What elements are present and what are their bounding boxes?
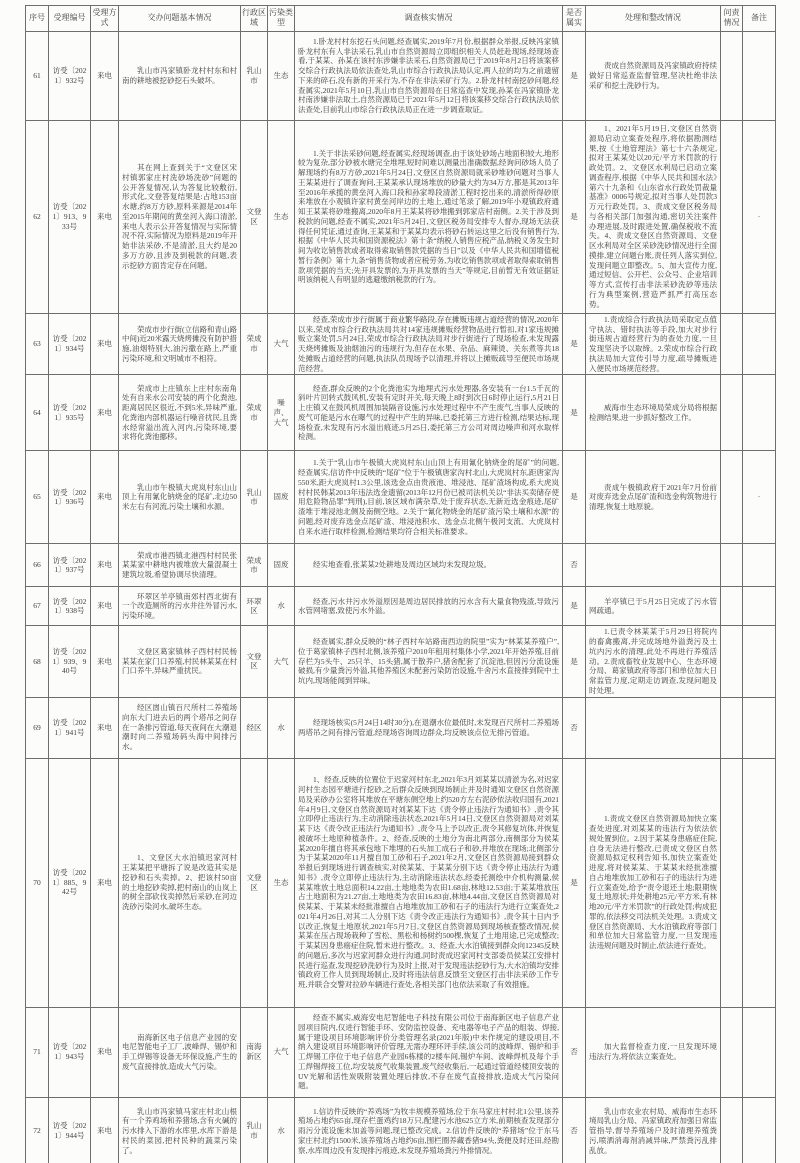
cell-verified: 否	[563, 1097, 586, 1163]
cell-case-no: 访受〔2021〕937号	[49, 544, 91, 587]
cell-accountability	[721, 375, 743, 451]
cell-case-no: 访受〔2021〕941号	[49, 697, 91, 758]
cell-problem: 荣成市港西镇北港西村村民张某某家中耕地内被堆放大量混凝土建筑垃圾,希望协调尽快清理。	[119, 544, 241, 587]
cell-handling: 1.已责令林某某于5月29日将院内的畜禽搬离,并完成场地外溢粪污及土坑内污水的清理,此处不再进行养殖活动。2.责成畜牧业发展中心、生态环境分局、葛家镇政府等部门和单位加大日常监管力度,定期走访调查,发现问题及时处理。	[586, 626, 721, 697]
cell-pollution: 水	[268, 1097, 295, 1163]
cell-method: 来电	[91, 697, 119, 758]
complaints-table	[25, 5, 776, 1163]
cell-case-no: 访受〔2021〕885、942号	[49, 758, 91, 1007]
cell-accountability	[721, 120, 743, 313]
cell-investigation: 经查,污水井污水外溢原因是周边居民排放的污水含有大量食物残渣,导致污水管网堵塞,致使污水外溢。	[295, 587, 563, 626]
cell-handling: 加大监督检查力度,一旦发现环境违法行为,将依法立案查处。	[586, 1007, 721, 1097]
cell-handling: 责成自然资源局及冯家镇政府持续做好日常巡查监督管理,坚决杜绝非法采矿和挖土洗砂行为。	[586, 31, 721, 120]
cell-pollution: 生态	[268, 758, 295, 1007]
cell-seq-no: 72	[26, 1097, 49, 1163]
cell-problem: 乳山市午极镇大虎岚村东山山顶上有用氰化钠烧金的尾矿,北边50米左右有河流,污染土壤和水源。	[119, 451, 241, 544]
cell-seq-no: 68	[26, 626, 49, 697]
table-row	[26, 587, 776, 626]
cell-remark	[743, 375, 776, 451]
cell-region: 文登区	[241, 626, 268, 697]
cell-case-no: 访受〔2021〕935号	[49, 375, 91, 451]
cell-handling: 1.责成文登区自然资源局加快立案查处进度,对刘某某的违法行为依法依规处置到位。2.因于某某身患癌症住院,自身无法进行整改,已责成文登区自然资源局拟定权利告知书,加快立案查处进度,将对侯某某、于某某未经批准擅自占地堆放加工砂和石子的违法行为进行立案查处,给予“责令退还土地;限期恢复土地原状;并处耕地25元/平方米,有林地20元/平方米罚款”的行政处罚;构成犯罪的,依法移交司法机关处理。3.责成文登区自然资源局、大水泊镇政府等部门和单位加大日常监管力度,一旦发现违法违规问题及时制止,依法进行查处。	[586, 758, 721, 1007]
cell-remark	[743, 544, 776, 587]
cell-case-no: 访受〔2021〕934号	[49, 313, 91, 375]
header-cell-5: 污染类型	[268, 6, 295, 32]
cell-problem: 乳山市冯家镇马家庄村北山根有一个养鸡场和养猪场,含有火碱的污水排入下游的水库里,水库下游是村民的菜园,把村民种的蔬菜污染了。	[119, 1097, 241, 1163]
header-cell-10: 备注	[743, 6, 776, 32]
header-row	[26, 6, 776, 32]
cell-region: 荣成市	[241, 313, 268, 375]
cell-pollution: 大气	[268, 1007, 295, 1097]
cell-method: 来电	[91, 1007, 119, 1097]
cell-case-no: 访受〔2021〕936号	[49, 451, 91, 544]
cell-region: 文登区	[241, 758, 268, 1007]
cell-accountability	[721, 451, 743, 544]
cell-seq-no: 70	[26, 758, 49, 1007]
cell-region: 荣成市	[241, 544, 268, 587]
header-cell-2: 受理方式	[91, 6, 119, 32]
cell-handling: 威海市生态环境局荣成分局将根据检测结果,进一步抓好整改工作。	[586, 375, 721, 451]
cell-accountability	[721, 626, 743, 697]
cell-pollution: 大气	[268, 313, 295, 375]
table-header	[26, 6, 776, 32]
header-cell-0: 序号	[26, 6, 49, 32]
cell-investigation: 1.信访件反映的“养鸡场”为牧丰规模养殖场,位于东马家庄村村北1公里,该养殖场占地约65亩,现存栏蛋鸡约18万只,配建污水池625立方米,前期核查发现部分雨污分流设施未加盖等问题,现已整改完成。2.信访件反映的“养猪场”位于东马家庄村北约1500米,该养殖场占地约6亩,围栏圈养藏香猪94头,粪便及时还田,经勘察,水库周边没有发现排污痕迹,未发现养殖场粪污外排情况。	[295, 1097, 563, 1163]
cell-handling	[586, 544, 721, 587]
cell-pollution: 生态	[268, 31, 295, 120]
cell-remark: ·	[743, 120, 776, 313]
cell-investigation: 1.卧龙村村东挖石头问题,经查属实,2019年7月份,根据群众举报,反映冯家镇卧龙村东有人非法采石,乳山市自然资源局立即组织相关人员赶赴现场,经现场查看,于某某、孙某在该村东涉嫌非法采石,自然资源局已于2019年8月2日将该案移交综合行政执法局依法查处,乳山市综合行政执法局认定,两人拉的均为之前遗留下来的碎石,没有新的开采行为,不存在非法采矿行为。2.卧龙村村南挖砂问题,经查属实,2021年5月10日,乳山市自然资源局在日常巡查中发现,孙某在冯家镇卧龙村南涉嫌非法取土,自然资源局已于2021年5月12日将该案移交综合行政执法局依法查处,目前乳山市综合行政执法局正在进一步调查取证。	[295, 31, 563, 120]
cell-pollution: 噪声、大气	[268, 375, 295, 451]
cell-accountability	[721, 1097, 743, 1163]
cell-verified: 是	[563, 626, 586, 697]
cell-verified: 是	[563, 758, 586, 1007]
cell-handling: 羊亭镇已于5月25日完成了污水管网疏通。	[586, 587, 721, 626]
cell-seq-no: 71	[26, 1007, 49, 1097]
cell-method: 来电	[91, 1097, 119, 1163]
table-row	[26, 1007, 776, 1097]
cell-verified: 否	[563, 1007, 586, 1097]
cell-method: 来电	[91, 313, 119, 375]
header-cell-9: 问责情况	[721, 6, 743, 32]
cell-seq-no: 67	[26, 587, 49, 626]
cell-handling: 责成午极镇政府于2021年7月份前对废弃选金点尾矿渣和选金构筑物进行清理,恢复土地原貌。	[586, 451, 721, 544]
cell-region: 乳山市	[241, 31, 268, 120]
cell-seq-no: 66	[26, 544, 49, 587]
cell-pollution: 固废	[268, 451, 295, 544]
header-cell-8: 处理和整改情况	[586, 6, 721, 32]
cell-pollution: 大气	[268, 626, 295, 697]
cell-case-no: 访受〔2021〕944号	[49, 1097, 91, 1163]
cell-remark: ·	[743, 451, 776, 544]
cell-remark	[743, 758, 776, 1007]
cell-remark	[743, 31, 776, 120]
cell-verified: 是	[563, 313, 586, 375]
cell-problem: 环翠区羊亭镇南郊村西北街有一个改造厕所的污水井往外冒污水,污染环境。	[119, 587, 241, 626]
cell-problem: 荣成市上庄镇东上庄村东南角处有自来水公司安装的两个化粪池,距离居民区很近,不到5米,异味严重,化粪池内部机器运行噪音扰民,且粪水经常溢出流入河内,污染环境,要求将化粪池挪移。	[119, 375, 241, 451]
cell-seq-no: 65	[26, 451, 49, 544]
cell-problem: 文登区葛家镇林子西村村民杨某某在家门口养殖,村民林某某在村门口养牛,异味严重扰民。	[119, 626, 241, 697]
cell-remark	[743, 313, 776, 375]
cell-method: 来电	[91, 587, 119, 626]
cell-region: 荣成市	[241, 375, 268, 451]
cell-problem: 荣成市步行街(立信路和青山路中间)近20米露天烧烤摊没有防护措施,油烟特别大,油污撒在路上,严重污染环境,和文明城市不相符。	[119, 313, 241, 375]
cell-problem: 1、文登区大水泊镇迟家河村王某某把平塘拆了说是改造其实是挖砂和石头卖掉。2、把该村50亩的土地挖砂卖掉,把村南山的山岚上的树全部砍伐卖掉然后采砂,在河边洗砂污染河水,破坏生态。	[119, 758, 241, 1007]
cell-handling: 1.责成综合行政执法局采取定点值守执法、错时执法等手段,加大对步行街违规占道经营行为的查处力度,一旦发现坚决予以取缔。2.荣成市综合行政执法局加大宣传引导力度,疏导摊贩进入便民市场规范经营。	[586, 313, 721, 375]
header-cell-7: 是否属实	[563, 6, 586, 32]
cell-pollution: 水	[268, 697, 295, 758]
cell-remark	[743, 626, 776, 697]
cell-handling: 乳山市农业农村局、威海市生态环境局乳山分局、冯家镇政府加强日常监管指导,督导养殖场户及时清理养殖粪污,喷洒消毒剂消减异味,严禁粪污乱排乱放。	[586, 1097, 721, 1163]
table-row	[26, 375, 776, 451]
cell-method: 来电	[91, 120, 119, 313]
cell-accountability	[721, 31, 743, 120]
cell-region: 乳山市	[241, 451, 268, 544]
cell-pollution: 固废	[268, 544, 295, 587]
table-row	[26, 544, 776, 587]
header-cell-3: 交办问题基本情况	[119, 6, 241, 32]
cell-remark	[743, 697, 776, 758]
cell-investigation: 1.关于“乳山市午极镇大虎岚村东山山顶上有用氰化钠烧金的尾矿”的问题,经查属实,信访件中反映的“尾矿”位于午极镇唐家沟村北山,大虎岚村东,距唐家沟550米,距大虎岚村1.3公里,该选金点由贵液池、堆浸池、尾矿渣场构成,系大虎岚村村民韩某2013年违法选金遗留(2013年12月份已被司法机关以“非法买卖储存使用危险物品罪”判刑),目前,该区域布满杂草,处于废弃状态,无新近选金痕迹,尾矿渣堆于堆浸池北侧及南侧空地。2.关于“氰化物烧金的尾矿渣污染土壤和水源”的问题,经对废弃选金点尾矿渣、堆浸池积水、选金点北侧午极河支流、大虎岚村自来水进行取样检测,检测结果均符合相关标准要求。	[295, 451, 563, 544]
cell-accountability	[721, 697, 743, 758]
cell-verified: 是	[563, 375, 586, 451]
table-row	[26, 1097, 776, 1163]
cell-case-no: 访受〔2021〕943号	[49, 1007, 91, 1097]
header-cell-6: 调查核实情况	[295, 6, 563, 32]
cell-verified: 是	[563, 587, 586, 626]
cell-seq-no: 63	[26, 313, 49, 375]
cell-investigation: 经实地查看,张某某2处耕地及周边区域均未发现垃圾。	[295, 544, 563, 587]
cell-verified: 否	[563, 544, 586, 587]
cell-accountability	[721, 587, 743, 626]
cell-pollution: 水	[268, 587, 295, 626]
cell-investigation: 1.关于非法采砂问题,经查属实,经现场调查,由于该处砂场占地面积较大,地形较为复杂,部分砂被水塘完全堆埋,短时间难以测量出准确数据,经询问砂场人员了解现场约有8万方砂,2021年5月24日,文登区自然资源局就采砂堆砂问题对当事人王某某进行了调查询问,王某某承认现场堆放的砂量大约为34万方,都是其2013年至2016年承揽的黄垒河入海口段和孙家埠段清淤工程时挖出来的,清淤所得砂原来堆放在小观镇许家村黄垒河岸边的土地上,通过笔录了解,2019年小观镇政府通知王某某将砂堆搬离,2020年8月王某某将砂堆搬到郭家店村南侧。2.关于涉及到税款的问题,经查不属实,2021年5月24日,文登区税务局安排专人督办,现场无法获得任何凭证,通过查询,王某某和于某某均表示将砂石转运这里之后没有销售行为,根据《中华人民共和国资源税法》第十条“纳税人销售应税产品,纳税义务发生时间为收讫销售款或者取得索取销售款凭据的当日”以及《中华人民共和国增值税暂行条例》第十九条“销售货物或者应税劳务,为收讫销售款项或者取得索取销售款项凭据的当天;先开具发票的,为开具发票的当天”等规定,目前暂无有效证据证明该纳税人有明显的逃避缴纳税款的行为。	[295, 120, 563, 313]
table-row	[26, 120, 776, 313]
table-row	[26, 626, 776, 697]
cell-method: 来电	[91, 626, 119, 697]
cell-seq-no: 64	[26, 375, 49, 451]
cell-seq-no: 69	[26, 697, 49, 758]
header-cell-1: 受理编号	[49, 6, 91, 32]
cell-investigation: 经查,群众反映的2个化粪池实为地埋式污水处理器,各安装有一台1.5千瓦的斜叶片回转式鼓风机,安装有定时开关,每天晚上8时到次日6时停止运行,5月21日上庄镇又在鼓风机周围加装隔音设施,污水处理过程中不产生废气,当事人反映的废气可能是污水在曝气的过程中产生的异味,已委托第三方进行检测,结果达标,现场检查,未发现有污水溢出痕迹,5月25日,委托第三方公司对周边噪声和河水取样检测。	[295, 375, 563, 451]
cell-remark	[743, 587, 776, 626]
cell-pollution: 生态	[268, 120, 295, 313]
cell-investigation: 经查属实,群众反映的“林子西村车站路南西边的院里”实为“林某某养殖户”,位于葛家镇林子西村北侧,该养殖户2010年租用村集体小学,2021年开始养殖,目前存栏为5头牛、25只羊、15头猪,属于散养户,猪舍配套了沉淀池,但因污分流设施破损,有少量粪污外溢,其他养殖区未配套污染防治设施,牛舍污水直接排到院中土坑内,现场能闻到异味。	[295, 626, 563, 697]
cell-case-no: 访受〔2021〕932号	[49, 31, 91, 120]
cell-seq-no: 62	[26, 120, 49, 313]
cell-problem: 其在网上查到关于“文登区宋村镇郭家庄村洗砂场洗砂”问题的公开答复情况,认为答复比较敷衍,形式化,文登答复结果是:占地153亩水塘,约8万方砂,原料来源是2014年至2015年期间的黄垒河入海口清淤,来电人表示公开答复情况与实际情况不符,实际情况为原料是2019年开始非法采砂,不是清淤,且大约是20多万方砂,且涉及到税款的问题,表示挖砂方面肯定存在问题。	[119, 120, 241, 313]
table-row	[26, 697, 776, 758]
cell-method: 来电	[91, 758, 119, 1007]
cell-investigation: 经查不属实,威海安电尼智能电子科技有限公司位于南海新区电子信息产业园项目院内,仅进行智能手环、安防监控设备、充电器等电子产品的组装、焊接,属于建设项目环境影响评价分类管理名录(2021年版)中未作规定的建设项目,不纳入建设项目环境影响评价管理,无需办理环评手续,该公司的波峰焊、锡炉和手工焊锡工序位于电子信息产业园6栋楼的2楼车间,锡炉车间、波峰焊机及每个手工焊锡焊接工位,均安装废气收集装置,废气经收集后,一起通过管道经楼顶安装的UV光解和活性炭吸附装置处理后排放,不存在废气直接排放,造成大气污染问题。	[295, 1007, 563, 1097]
cell-region: 经区	[241, 697, 268, 758]
table-row	[26, 451, 776, 544]
table-body	[26, 31, 776, 1163]
cell-case-no: 访受〔2021〕939、940号	[49, 626, 91, 697]
cell-region: 南海新区	[241, 1007, 268, 1097]
cell-region: 文登区	[241, 120, 268, 313]
cell-handling: 1、2021年5月19日,文登区自然资源局启动立案查处程序,将依据勘测结果,按《土地管理法》第七十六条规定,拟对王某某处以20元/平方米罚款的行政处罚。2、文登区水利局已启动立案调查程序,根据《中华人民共和国水法》第六十九条和《山东省水行政处罚裁量基准》0006号规定,拟对当事人处罚款3万元行政处罚。3、责成文登区税务局与各相关部门加强沟通,密切关注案件办理进展,及时跟进处置,确保税收不流失。4、责成文登区自然资源局、文登区水利局对全区采砂洗砂情况进行全面摸排,建立问题台账,责任列人落实到位,发现问题立即整改。5、加大宣传力度,通过短信、公开栏、公众号、企业培训等方式,宣传打击非法采砂洗砂等违法行为典型案例,营造严抓严打高压态势。	[586, 120, 721, 313]
cell-verified: 是	[563, 120, 586, 313]
cell-remark	[743, 1007, 776, 1097]
cell-case-no: 访受〔2021〕913、933号	[49, 120, 91, 313]
table-row	[26, 758, 776, 1007]
cell-method: 来电	[91, 451, 119, 544]
cell-problem: 经区崮山镇百尺所村二养殖场向东大门进去后的两个塔吊之间存在一条排污管道,每天夜间在大潮退潮时向二养殖场码头海中间排污水。	[119, 697, 241, 758]
cell-verified: 是	[563, 31, 586, 120]
cell-seq-no: 61	[26, 31, 49, 120]
table-row	[26, 313, 776, 375]
cell-accountability	[721, 1007, 743, 1097]
cell-problem: 乳山市冯家镇卧龙村村东和村南的耕地被挖砂挖石头破坏。	[119, 31, 241, 120]
cell-region: 乳山市	[241, 1097, 268, 1163]
cell-verified: 是	[563, 451, 586, 544]
cell-remark	[743, 1097, 776, 1163]
table-row	[26, 31, 776, 120]
cell-accountability	[721, 758, 743, 1007]
cell-method: 来电	[91, 31, 119, 120]
cell-method: 来电	[91, 544, 119, 587]
cell-problem: 南海新区电子信息产业园的安电尼智能电子工厂,波峰焊、锡炉和手工焊锡等设备无环保设施,产生的废气直接排放,造成大气污染。	[119, 1007, 241, 1097]
cell-investigation: 1、经查,反映的位置位于迟家河村东北,2021年3月刘某某以清淤为名,对迟家河村生态园平塘进行挖砂,之后群众反映到现场制止并及时通知文登区自然资源局及采砂办公室将其堆放在平塘东侧空地上约520方左右泥砂依法收归国有,2021年4月9日,文登区自然资源局对刘某某下达《责令停止违法行为通知书》,责令其立即停止违法行为,主动消除违法状态,2021年5月14日,文登区自然资源局对刘某某下达《责令改正违法行为通知书》,责令马上予以改正,责令其修复坑体,并恢复被破坏土地原种植条件。2、经查,反映的土地分为南北两部分,南侧部分为侯某某2020年擅自将其承包地下堆埋的石头加工成石子和砂,并堆放在现场;北侧部分为于某某2020年11月擅自加工砂和石子,2021年2月,文登区自然资源局接到群众举报后到现场进行调查核实,对侯某某、于某某分别下达《责令停止违法行为通知书》,责令立即停止违法行为,主动消除违法状态,经委托测绘中介机构测量,侯某某堆放土地总面积14.22亩,土地地类为农田1.68亩,林地12.53亩;于某某堆放压占土地面积为21.27亩,土地地类为农田16.83亩,林地4.44亩,文登区自然资源局对侯某某、于某某未经批准擅自占地堆放加工砂和石子的违法行为进行立案查处,2021年4月26日,对其二人分别下达《责令改正违法行为通知书》,责令其十日内予以改正,恢复土地原状,2021年5月7日,文登区自然资源局到现场核查整改情况,侯某某在压占现场栽种了雪松、黑松和杨树约500棵,恢复了土地用途,已完成整改;于某某因身患癌症住院,暂未进行整改。3、经查,大水泊镇接到群众向12345反映的问题后,多次与迟家河群众进行沟通,同时责成迟家河村支部委员侯某江安排村民进行巡查,发现挖砂洗砂行为及时上报,对于发现违法挖砂行为,大水泊镇均安排镇政府工作人员到现场制止,及时将违法信息反馈至文登区打击非法采砂工作专班,并联合交警对拉砂车辆进行查处,各相关部门也依法采取了有效措施。	[295, 758, 563, 1007]
cell-accountability	[721, 544, 743, 587]
cell-verified: 否	[563, 697, 586, 758]
header-cell-4: 行政区域	[241, 6, 268, 32]
cell-investigation: 经查,荣成市步行街属于商业繁华路段,存在摊贩违规占道经营的情况,2020年以来,荣成市综合行政执法局共对14家违规摊贩经营物品进行暂扣,对1家违规摊贩立案处罚,5月24日,荣成市综合行政执法局对步行街进行了现场检查,未发现露天烧烤摊贩及油烟油污的违规行为,但存在水果、杂品、麻辣烫、关东煮等共18处摊贩占道经营的问题,执法队员现场予以清理,并将以上摊贩疏导至便民市场规范经营。	[295, 313, 563, 375]
cell-method: 来电	[91, 375, 119, 451]
cell-accountability	[721, 313, 743, 375]
cell-region: 环翠区	[241, 587, 268, 626]
cell-case-no: 访受〔2021〕938号	[49, 587, 91, 626]
cell-handling	[586, 697, 721, 758]
cell-investigation: 经现场核实(5月24日14时30分),在退潮水位最低时,未发现百尺所村二养殖场两塔吊之间有排污管道,经现场咨询周边群众,均反映该点位无排污管道。	[295, 697, 563, 758]
